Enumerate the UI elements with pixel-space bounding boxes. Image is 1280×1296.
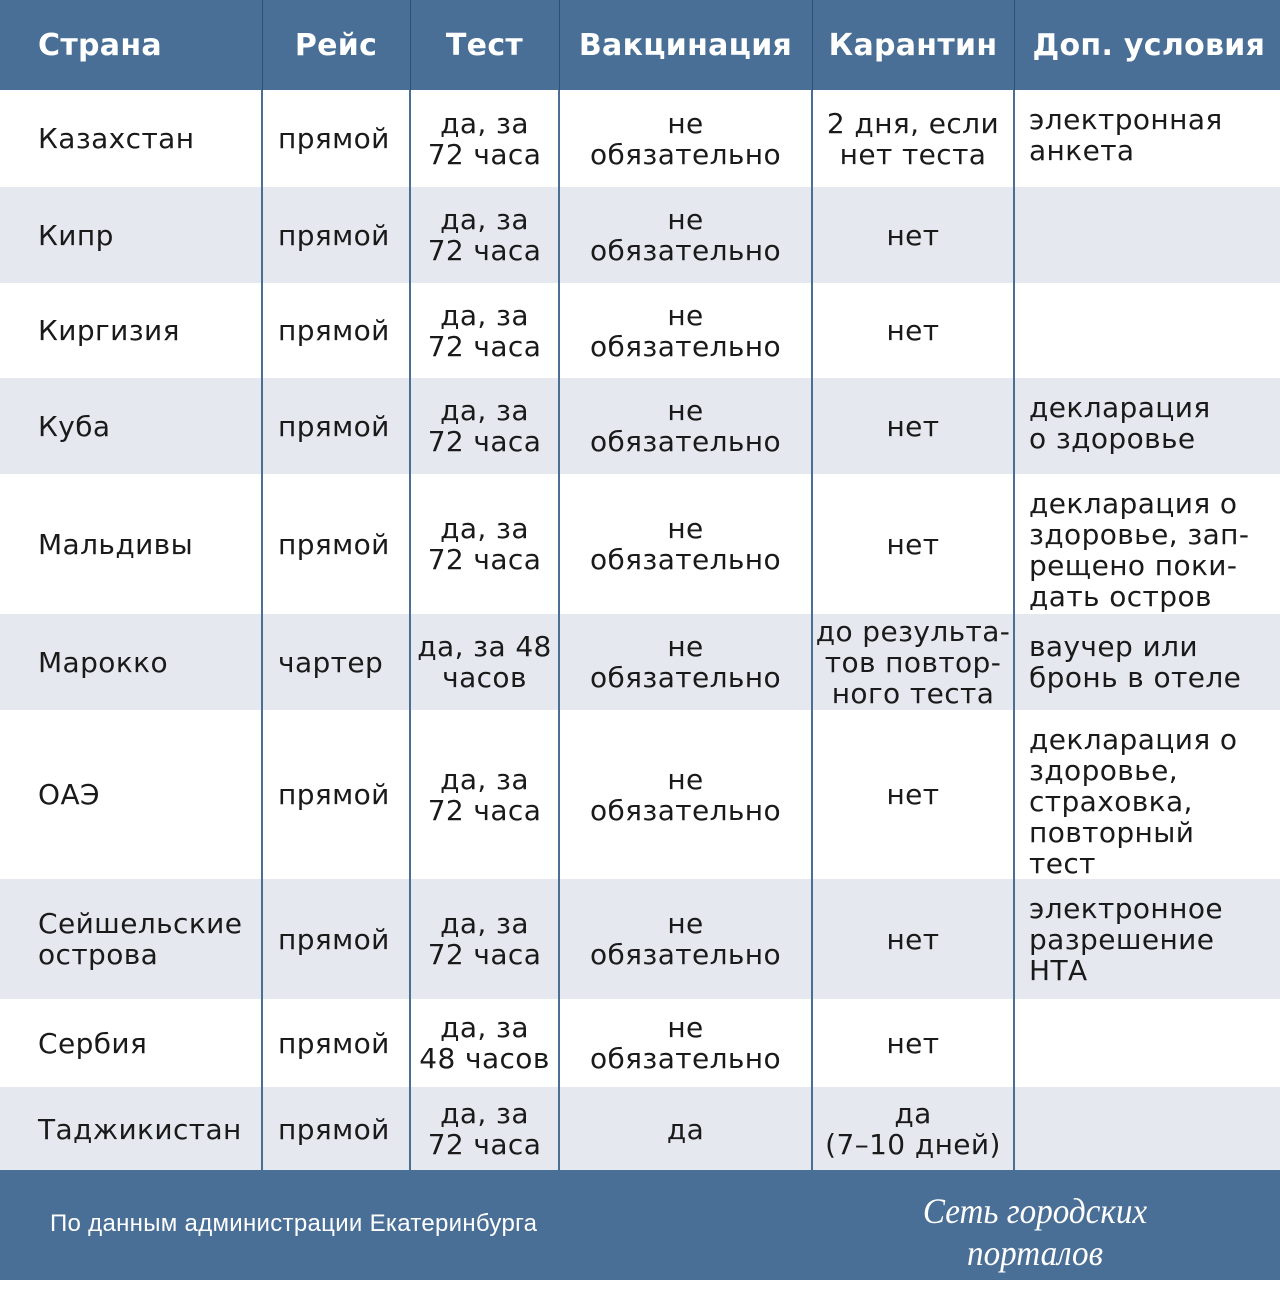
cell-quarantine: нет [812, 187, 1014, 283]
cell-test: да, за 72 часа [410, 474, 559, 614]
table-row [0, 378, 1280, 474]
cell-extra-conditions: декларация о здоровье, зап- рещено поки- дать остров [1014, 474, 1280, 614]
table-header-row [0, 0, 1280, 90]
cell-flight: прямой [262, 187, 410, 283]
table-row [0, 879, 1280, 999]
cell-vaccination: не обязательно [559, 283, 812, 378]
header-test: Тест [410, 0, 559, 90]
cell-flight: чартер [262, 614, 410, 710]
table-row [0, 710, 1280, 879]
cell-quarantine: до результа- тов повтор- ного теста [812, 614, 1014, 710]
cell-extra-conditions [1014, 999, 1280, 1087]
cell-country: Куба [38, 409, 111, 443]
cell-vaccination: не обязательно [559, 879, 812, 999]
header-extra-conditions: Доп. условия [1014, 0, 1280, 90]
table-row [0, 474, 1280, 614]
cell-flight: прямой [262, 1087, 410, 1171]
footer [0, 1170, 1280, 1296]
cell-test: да, за 72 часа [410, 187, 559, 283]
logo-tagline: Сеть городских порталов [922, 1191, 1148, 1273]
publisher-logo [865, 1190, 1205, 1296]
cell-extra-conditions: декларация о здоровье [1014, 378, 1280, 474]
cell-quarantine: нет [812, 474, 1014, 614]
table-row [0, 1087, 1280, 1171]
cell-extra-conditions: декларация о здоровье, страховка, повторный тест [1014, 710, 1280, 879]
cell-flight: прямой [262, 90, 410, 187]
header-vaccination: Вакцинация [559, 0, 812, 90]
cell-flight: прямой [262, 283, 410, 378]
cell-country: Таджикистан [38, 1112, 242, 1146]
cell-country: ОАЭ [38, 778, 100, 811]
cell-vaccination: не обязательно [559, 378, 812, 474]
cell-test: да, за 72 часа [410, 1087, 559, 1171]
cell-vaccination: не обязательно [559, 710, 812, 879]
cell-country: Кипр [38, 218, 114, 252]
table-row [0, 90, 1280, 187]
cell-country: Киргизия [38, 314, 180, 347]
cell-flight: прямой [262, 879, 410, 999]
cell-test: да, за 72 часа [410, 283, 559, 378]
cell-country: Сербия [38, 1026, 148, 1060]
cell-extra-conditions: электронное разрешение НТА [1014, 879, 1280, 999]
cell-extra-conditions: ваучер или бронь в отеле [1014, 614, 1280, 710]
cell-test: да, за 72 часа [410, 90, 559, 187]
header-country: Страна [38, 27, 162, 63]
cell-vaccination: не обязательно [559, 999, 812, 1087]
cell-country: Мальдивы [38, 527, 194, 561]
table-row [0, 614, 1280, 710]
cell-vaccination: не обязательно [559, 187, 812, 283]
cell-quarantine: нет [812, 879, 1014, 999]
header-quarantine: Карантин [812, 0, 1014, 90]
cell-quarantine: 2 дня, если нет теста [812, 90, 1014, 187]
cell-quarantine: да (7–10 дней) [812, 1087, 1014, 1171]
cell-country: Сейшельские острова [38, 907, 243, 971]
cell-vaccination: не обязательно [559, 90, 812, 187]
cell-extra-conditions [1014, 1087, 1280, 1171]
cell-flight: прямой [262, 474, 410, 614]
cell-vaccination: не обязательно [559, 614, 812, 710]
cell-test: да, за 48 часов [410, 999, 559, 1087]
cell-test: да, за 72 часа [410, 378, 559, 474]
table-row [0, 283, 1280, 378]
cell-test: да, за 48 часов [410, 614, 559, 710]
cell-extra-conditions [1014, 187, 1280, 283]
table-row [0, 187, 1280, 283]
header-flight: Рейс [262, 0, 410, 90]
cell-quarantine: нет [812, 710, 1014, 879]
cell-test: да, за 72 часа [410, 879, 559, 999]
cell-flight: прямой [262, 999, 410, 1087]
cell-vaccination: не обязательно [559, 474, 812, 614]
cell-quarantine: нет [812, 283, 1014, 378]
cell-country: Казахстан [38, 122, 195, 155]
cell-quarantine: нет [812, 999, 1014, 1087]
cell-test: да, за 72 часа [410, 710, 559, 879]
cell-flight: прямой [262, 378, 410, 474]
cell-extra-conditions: электронная анкета [1014, 90, 1280, 187]
cell-vaccination: да [559, 1087, 812, 1171]
cell-extra-conditions [1014, 283, 1280, 378]
cell-flight: прямой [262, 710, 410, 879]
table-row [0, 999, 1280, 1087]
cell-quarantine: нет [812, 378, 1014, 474]
source-note: По данным администрации Екатеринбурга [50, 1210, 538, 1237]
cell-country: Марокко [38, 645, 168, 679]
logo-brand: SHKULEV MEDIA HOLDING [894, 1280, 1176, 1296]
